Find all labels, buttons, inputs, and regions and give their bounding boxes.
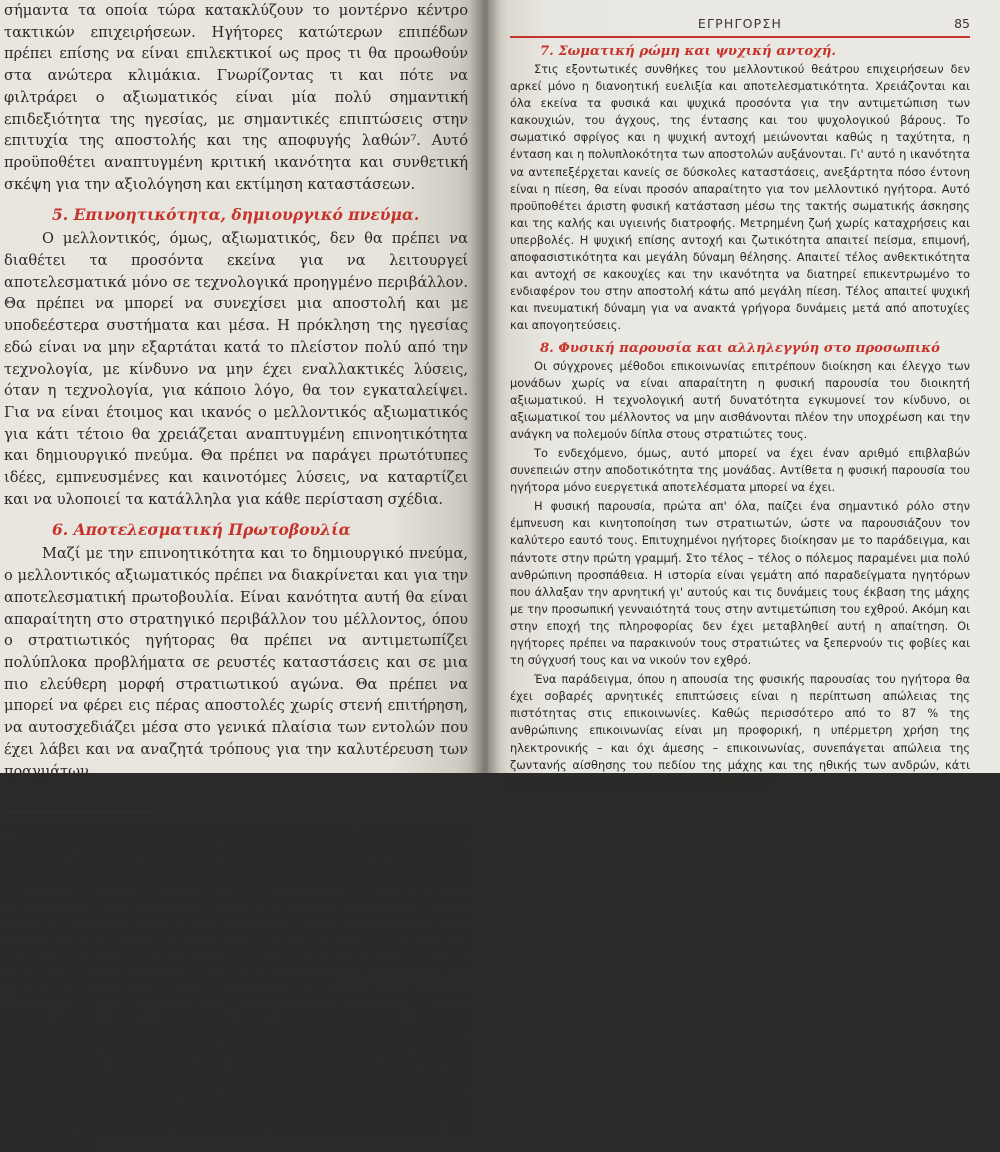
paragraph-section-8b: Το ενδεχόμενο, όμως, αυτό μπορεί να έχει έναν αριθμό επιβλαβών συνεπειών στην αποδοτικότητα της μονάδας. Αντίθετα η φυσική παρουσία του ηγήτορα μόνο ευεργετικά αποτελέσματα μπορεί να έχει. xyxy=(510,445,970,495)
paragraph-intro: σήμαντα τα οποία τώρα κατακλύζουν το μοντέρνο κέντρο τακτικών επιχειρήσεων. Ηγήτορες κατώτερων επιπέδων πρέπει επίσης να είναι επιλεκτικοί ως προς τι θα προωθούν στα ανώτερα κλιμάκια. Γνωρίζοντας τι και πότε να φιλτράρει ο αξιωματικός είναι μία πολύ σημαντική επιδεξιότητα της ηγεσίας, με σημαντικές επιπτώσεις στην επιτυχία της αποστολής και της αποφυγής λαθών⁷. Αυτό προϋποθέτει αναπτυγμένη κριτική ικανότητα και συνθετική σκέψη για την αξιολόγηση και εκτίμηση καταστάσεων. xyxy=(4,2,468,193)
section-heading-8: 8. Φυσική παρουσία και αλληλεγγύη στο προσωπικό xyxy=(540,340,940,356)
right-page xyxy=(488,0,1000,789)
footnote-marker: 7 xyxy=(4,824,10,834)
running-title: ΕΓΡΗΓΟΡΣΗ xyxy=(697,16,783,31)
left-page xyxy=(0,0,488,1151)
section-heading-6: 6. Αποτελεσματική Πρωτοβουλία xyxy=(52,520,351,540)
paragraph-section-8d: Ένα παράδειγμα, όπου η απουσία της φυσικής παρουσίας του ηγήτορα θα έχει σοβαρές αρνητικές επιπτώσεις είναι η περίπτωση απώλειας της πιστότητας στις επικοινωνίες. Καθώς περισσότερο από το 87 % της ανθρώπινης επικοινωνίας είναι μη προφορική, η υπέρμετρη χρήση της ηλεκτρονικής – και όχι άμεσης – επικοινωνίας, συνεπάγεται απώλεια της ζωντανής αίσθησης του πεδίου της μάχης και της ηθικής των ανδρών, κάτι που προκύπτει μόνο από την λήψη και επεξερ- xyxy=(510,672,970,789)
page-number: 85 xyxy=(954,16,970,31)
footnote-7 xyxy=(4,821,468,1152)
section-heading-5: 5. Επινοητικότητα, δημιουργικό πνεύμα. xyxy=(52,205,420,225)
footnote-text-1: Παραδείγματα από πρόσφατες πολεμικές επιχειρήσεις μας υπενθυμίζουν ότι το θέμα της λήψης αποφάσεων, ακόμα και στην εποχή της πληροφορίας, παραμένει υποκείμενο σε λάθη και αστοχίες. Συγκεκριμένα «η επιτροπή της έρευνας για την προσβολή και κατάρριψη ενός ιρανικού αεροσκάφους στην ζώνη του πολέμου του Κόλπου από το USS Vincennes το 1988 κατέληξε ότι το σύστημα πυραύλων Aegis του πολεμικού πλοίου, ικανό να αναγνωρίζει και να «κλειδώνει» μεγάλο αριθμό στόχων σε μεγάλη ακτίνα, χρησιμοποιώντας σε μεγάλο βαθμό «τεχνική νοημοσύνη» έδωσε αντιδράσει λανθασμένα. Αυτό δεν προκλήθηκε από κάποια τεχνική βλάβη αλλά από ανθρώπινο λάθος. Τα δεδομένα, είχαν «αξιολογηθεί λάθος» από το πλήρωμα. xyxy=(4,825,468,987)
running-header xyxy=(510,0,970,38)
paragraph-section-5: Ο μελλοντικός, όμως, αξιωματικός, δεν θα πρέπει να διαθέτει τα προσόντα εκείνα για να λειτουργεί αποτελεσματικά μόνο σε τεχνολογικά προηγμένο περιβάλλον. Θα πρέπει να μπορεί να συνεχίσει μια αποστολή και με υποδεέστερα συστήματα και μέσα. Η πρόκληση της ηγεσίας εδώ είναι να μην εξαρτάται κατά το πλείστον πολύ από την τεχνολογία, με κίνδυνο να μην έχει εναλλακτικές λύσεις, όταν η τεχνολογία, για κάποιο λόγο, θα τον εγκαταλείψει. Για να είναι έτοιμος και ικανός ο μελλοντικός αξιωματικός για κάτι τέτοιο θα χρειάζεται αναπτυγμένη επινοητικότητα και δημιουργικό πνεύμα. Θα πρέπει να παράγει πρωτότυπες ιδέες, εμπνευσμένες και καινοτόμες λύσεις, να καταρτίζει και να υλοποιεί τα κατάλληλα για κάθε περίσταση σχέδια. xyxy=(4,230,468,508)
paragraph-section-6: Μαζί με την επινοητικότητα και το δημιουργικό πνεύμα, ο μελλοντικός αξιωματικός πρέπει να διακρίνεται και για την αποτελεσματική πρωτοβουλία. Είναι κανότητα αυτή θα είναι απαραίτητη στο στρατηγικό περιβάλλον του μέλλοντος, όπου ο στρατιωτικός ηγήτορας θα πρέπει να αντιμετωπίζει πολύπλοκα προβλήματα σε ρευστές καταστάσεις και σε μια πιο ελεύθερη μορφή στρατιωτικού αγώνα. Θα πρέπει να μπορεί να φέρει εις πέρας αποστολές χωρίς στενή επιτήρηση, να αυτοσχεδιάζει μέσα στο γενικά πλαίσια των εντολών που έχει λάβει και να αναζητά τρόπους για την καλυτέρευση των πραγμάτων. xyxy=(4,545,468,780)
paragraph-section-8a: Οι σύγχρονες μέθοδοι επικοινωνίας επιτρέπουν διοίκηση και έλεγχο των μονάδων χωρίς να είναι απαραίτητη η φυσική παρουσία του διοικητή αξιωματικού. Η τεχνολογική αυτή δυνατότητα εγκυμονεί τον κίνδυνο, οι αξιωματικοί του μέλλοντος να μην αισθάνονται πλέον την υποχρέωση και την ανάγκη να πολεμούν δίπλα στους στρατιώτες τους. xyxy=(510,358,970,441)
footnote-divider xyxy=(4,812,154,813)
paragraph-section-8c: Η φυσική παρουσία, πρώτα απ' όλα, παίζει ένα σημαντικό ρόλο στην έμπνευση και κινητοποίηση των στρατιωτών, ώστε να παρουσιάζουν τον καλύτερο εαυτό τους. Επιτυχημένοι ηγήτορες διοίκησαν με το παράδειγμα, και πάντοτε στην πρώτη γραμμή. Στο τέλος – τέλος ο πόλεμος παραμένει μια πολύ ανθρώπινη προσπάθεια. Η ιστορία είναι γεμάτη από παραδείγματα ηγητόρων που άλλαξαν την αρνητική γι' αυτούς και τις δυνάμεις τους έκβαση της μάχης με την προσωπική γενναιότητά τους στην αντιμετώπιση του εχθρού. Ακόμη και στην εποχή της πληροφορίας δεν έχει μεταβληθεί αυτή η απαίτηση. Οι ηγήτορες πρέπει να παρακινούν τους στρατιώτες να ξεπερνούν τις φοβίες και τη σύγχυσή τους και να νικούν τον εχθρό. xyxy=(510,499,970,668)
section-heading-7: 7. Σωματική ρώμη και ψυχική αντοχή. xyxy=(540,44,837,59)
footnote-text-2: Ένα άλλο χαρακτηριστικό παράδειγμα είναι «το αδελφοκτόνο ατύχημα στο Βόρειο Ιράκ. Στην περίπτωση, ένα αεροματαφερόμενο σύστημα προειδοποίησης και ελέγχου και ένα πλήθος πληροφοριών, όμως κατέρριψαν εσφαλμένα δύο φιλικά ελικόπτερα. Αυτό το αναγνώρισαν και στη συνέχεια προσέβαλαν και κατέστρεψαν, μεν την σωστή πληροφορία, αλλά το δυο ατυχέστατα παραδείγματα τεχνολογίας που μας παρέχει από αυτό συνάγεται ότι η ερμηνευμένη με λάθος τρόπο. Λάθος που οδήγησε στην καταστροφή». Από αυτό συνάγεται ότι η εσφαλμένη πληροφορία δεν είναι λύση για σωστή πληροφορία σε περιβάλλον πολεμικό στην εποχή της πληροφορίας και της πληροφόρησης. xyxy=(4,989,468,1151)
paragraph-section-7: Στις εξοντωτικές συνθήκες του μελλοντικού θεάτρου επιχειρήσεων δεν αρκεί μόνο η διανοητική ευελιξία και αποτελεσματικότητα. Χρειάζονται και όλα εκείνα τα φυσικά και ψυχικά προσόντα για την αντιμετώπιση των κακουχιών, του άγχους, της έντασης και του ψυχολογικού βάρους. Το σωματικό σφρίγος και η ψυχική αντοχή μειώνονται καθώς η ταχύτητα, η ένταση και η πολυπλοκότητα των αποστολών αυξάνονται. Γι' αυτό η ικανότητα να αντεπεξέρχεται κανείς σε δύσκολες καταστάσεις, ανεξάρτητα πόσο έντονη είναι η πίεση, θα είναι προσόν απαραίτητο για τον μελλοντικό ηγήτορα. Αυτό προϋποθέτει άριστη φυσική κατάσταση μέσω της τακτής σωματικής άσκησης και της καλής και υγιεινής διατροφής. Μετρημένη ζωή χωρίς καταχρήσεις και υπερβολές. Η ψυχική επίσης αντοχή και ζωτικότητα απαιτεί πείσμα, επιμονή, αποφασιστικότητα και μεγάλη δύναμη θέλησης. Απαιτεί τέλος ανθεκτικότητα και αντοχή σε κακουχίες και την ικανότητα να διατηρεί επικεντρωμένο το ενδιαφέρον του στην αποστολή κάτω από μεγάλη πίεση. Τέλος απαιτεί ψυχική και πνευματική δύναμη για να ανακτά γρήγορα δυνάμεις μετά από αποτυχίες και απογοητεύσεις. xyxy=(510,62,970,333)
